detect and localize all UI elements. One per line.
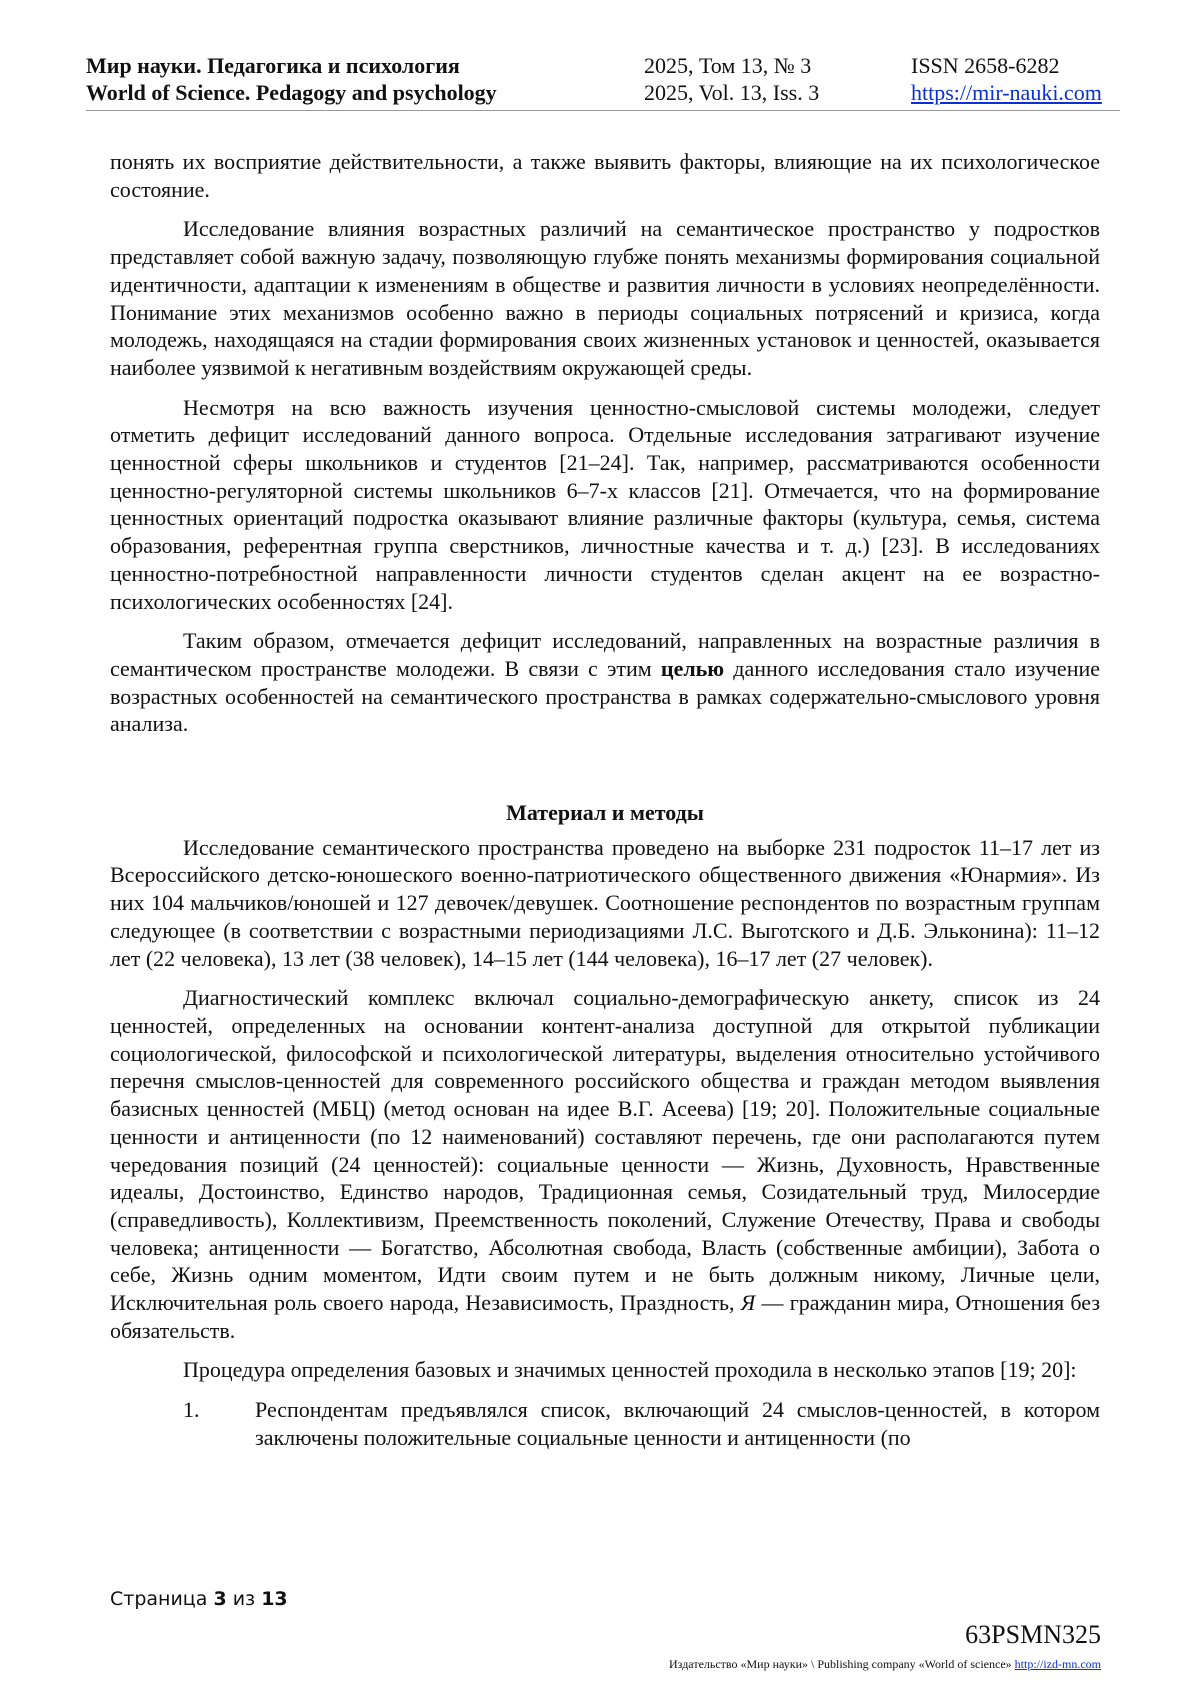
journal-title-ru: Мир науки. Педагогика и психология xyxy=(86,53,460,78)
journal-title-block xyxy=(86,52,497,106)
page-number: Страница 3 из 13 xyxy=(110,1588,288,1610)
article-body xyxy=(110,148,1100,1452)
publisher-link[interactable]: http://izd-mn.com xyxy=(1014,1657,1101,1671)
diagnostics-text-start: Диагностический комплекс включал социально-демографическую анкету, список из 24 ценностей, определенных на основании контент-анализа доступной для открытой публикации социологической, философской и психологической литературы, выделения относительно устойчивого перечня смыслов-ценностей для современного российского общества и граждан методом выявления базисных ценностей (МБЦ) (метод основан на идее В.Г. Асеева) [19; 20]. Положительные социальные ценности и антиценности (по 12 наименований) составляют перечень, где они располагаются путем чередования позиций (24 ценностей): социальные ценности — Жизнь, Духовность, Нравственные идеалы, Достоинство, Единство народов, Традиционная семья, Созидательный труд, Милосердие (справедливость), Коллективизм, Преемственность поколений, Служение Отечеству, Права и свободы человека; антиценности — Богатство, Абсолютная свобода, Власть (собственные амбиции), Забота о себе, Жизнь одним моментом, Идти своим путем и не быть должным никому, Личные цели, Исключительная роль своего народа, Независимость, Праздность, xyxy=(110,985,1100,1316)
issue-info-block xyxy=(644,52,819,106)
total-pages: 13 xyxy=(261,1588,288,1610)
paragraph-age-differences: Исследование влияния возрастных различий на семантическое пространство у подростков представляет собой важную задачу, позволяющую глубже понять механизмы формирования социальной идентичности, адаптации к изменениям в обществе и развития личности в условиях неопределённости. Понимание этих механизмов особенно важно в периоды социальных потрясений и кризиса, когда молодежь, находящаяся на стадии формирования своих жизненных установок и ценностей, оказывается наиболее уязвимой к негативным воздействиям окружающей среды. xyxy=(110,216,1100,380)
paragraph-diagnostics xyxy=(110,984,1100,1344)
diagnostics-italic: Я xyxy=(740,1290,756,1316)
paragraph-sample: Исследование семантического пространства проведено на выборке 231 подросток 11–17 лет из Всероссийского детско-юношеского военно-патриотического общественного движения «Юнармия». Из них 104 мальчиков/юношей и 127 девочек/девушек. Соотношение респондентов по возрастным группам следующее (в соответствии с возрастными периодизациями Л.С. Выготского и Д.Б. Эльконина): 11–12 лет (22 человека), 13 лет (38 человек), 14–15 лет (144 человека), 16–17 лет (27 человек). xyxy=(110,834,1100,971)
list-item-text: Респондентам предъявлялся список, включающий 24 смыслов-ценностей, в котором заключены положительные социальные ценности и антиценности (по xyxy=(255,1397,1100,1450)
procedure-steps-list xyxy=(110,1396,1100,1451)
goal-keyword: целью xyxy=(660,655,725,681)
article-code: 63PSMN325 xyxy=(965,1620,1101,1649)
running-header xyxy=(86,52,1120,111)
paragraph-procedure: Процедура определения базовых и значимых ценностей проходила в несколько этапов [19; 20]: xyxy=(183,1357,1077,1383)
paragraph-research-goal xyxy=(110,627,1100,738)
goal-text-start: Таким образом, отмечается дефицит исследований, направленных на возрастные различия в семантическом пространстве молодежи. В связи с этим xyxy=(110,628,1100,681)
paragraph-research-deficit: Несмотря на всю важность изучения ценностно-смысловой системы молодежи, следует отметить дефицит исследований данного вопроса. Отдельные исследования затрагивают изучение ценностной сферы школьников и студентов [21–24]. Так, например, рассматриваются особенности ценностно-регуляторной системы школьников 6–7-х классов [21]. Отмечается, что на формирование ценностных ориентаций подростка оказывают влияние различные факторы (культура, семья, система образования, референтная группа сверстников, личностные качества и т. д.) [23]. В исследованиях ценностно-потребностной направленности личности студентов сделан акцент на ее возрастно-психологических особенностях [24]. xyxy=(110,394,1100,614)
journal-title-en: World of Science. Pedagogy and psychology xyxy=(86,80,497,105)
issue-info-ru: 2025, Том 13, № 3 xyxy=(644,53,812,78)
publisher-line xyxy=(669,1657,1101,1672)
section-heading-methods: Материал и методы xyxy=(506,800,704,826)
issn-block xyxy=(911,52,1102,106)
issn-number: ISSN 2658-6282 xyxy=(911,53,1060,78)
publisher-text: Издательство «Мир науки» \ Publishing company «World of science» xyxy=(669,1657,1015,1671)
list-item xyxy=(110,1396,1100,1451)
goal-text-end: данного исследования стало изучение возрастных особенностей на семантического пространства в рамках содержательно-смыслового уровня анализа. xyxy=(110,655,1101,737)
current-page: 3 xyxy=(213,1588,227,1610)
journal-site-link[interactable]: https://mir-nauki.com xyxy=(911,80,1102,105)
paragraph-continuation: понять их восприятие действительности, а также выявить факторы, влияющие на их психологическое состояние. xyxy=(110,149,1100,202)
diagnostics-text-end: — гражданин мира, Отношения без обязательств. xyxy=(110,1290,1101,1343)
list-item-number: 1. xyxy=(183,1397,200,1423)
issue-info-en: 2025, Vol. 13, Iss. 3 xyxy=(644,80,820,105)
